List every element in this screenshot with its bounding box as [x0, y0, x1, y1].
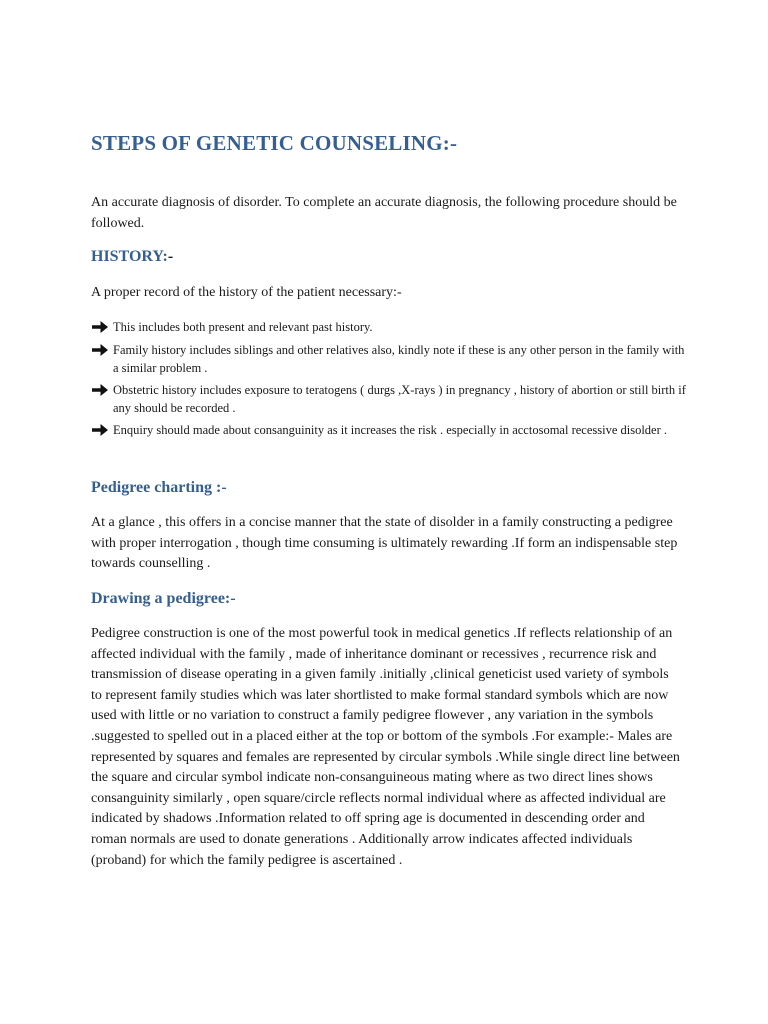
drawing-pedigree-heading: Drawing a pedigree:- — [91, 590, 236, 607]
intro-paragraph: An accurate diagnosis of disorder. To complete an accurate diagnosis, the following procedure should be followed. — [91, 195, 677, 231]
drawing-pedigree-paragraph: Pedigree construction is one of the most powerful took in medical genetics .If reflects relationship of an affected individual with the family , made of inheritance dominant or recessives , recurrence risk and transmission of disease operating in a given family .initially ,clinical geneticist used variety of symbols to represent family studies which was later shortlisted to make formal standard symbols which are now used with little or no variation to construct a family pedigree flowever , any variation in the symbols .suggested to spelled out in a placed either at the top or bottom of the symbols .For example:- Males are represented by squares and females are represented by circular symbols .While single direct line between the square and circular symbol indicate non-consanguineous mating where as two direct lines shows consanguinity similarly , open square/circle reflects normal individual where as affected individual are indicated by shadows .Information related to off spring age is documented in descending order and roman normals are used to donate generations . Additionally arrow indicates affected individuals (proband) for which the family pedigree is ascertained . — [91, 626, 680, 868]
history-heading — [91, 248, 173, 266]
right-arrow-icon — [91, 319, 109, 335]
list-item — [91, 381, 691, 418]
bullet-text: Obstetric history includes exposure to teratogens ( durgs ,X-rays ) in pregnancy , history of abortion or still birth if any should be recorded . — [113, 382, 686, 415]
document-title: STEPS OF GENETIC COUNSELING:- — [91, 131, 458, 155]
pedigree-charting-heading: Pedigree charting :- — [91, 479, 227, 496]
list-item — [91, 341, 691, 378]
history-heading-main: HISTORY: — [91, 248, 168, 265]
bullet-text: Enquiry should made about consanguinity as it increases the risk . especially in acctosomal recessive disolder . — [113, 422, 668, 437]
history-heading-suffix: - — [167, 248, 174, 265]
history-bullet-list — [91, 318, 691, 442]
list-item — [91, 421, 691, 440]
pedigree-charting-paragraph: At a glance , this offers in a concise manner that the state of disolder in a family constructing a pedigree with proper interrogation , though time consuming is ultimately rewarding .If form an indispensable step towards counselling . — [91, 515, 678, 572]
right-arrow-icon — [91, 382, 109, 398]
bullet-text: Family history includes siblings and other relatives also, kindly note if these is any other person in the family with a similar problem . — [113, 342, 685, 375]
right-arrow-icon — [91, 342, 109, 358]
right-arrow-icon — [91, 422, 109, 438]
bullet-text: This includes both present and relevant past history. — [113, 320, 373, 334]
list-item — [91, 318, 691, 337]
history-lead: A proper record of the history of the patient necessary:- — [91, 285, 402, 300]
